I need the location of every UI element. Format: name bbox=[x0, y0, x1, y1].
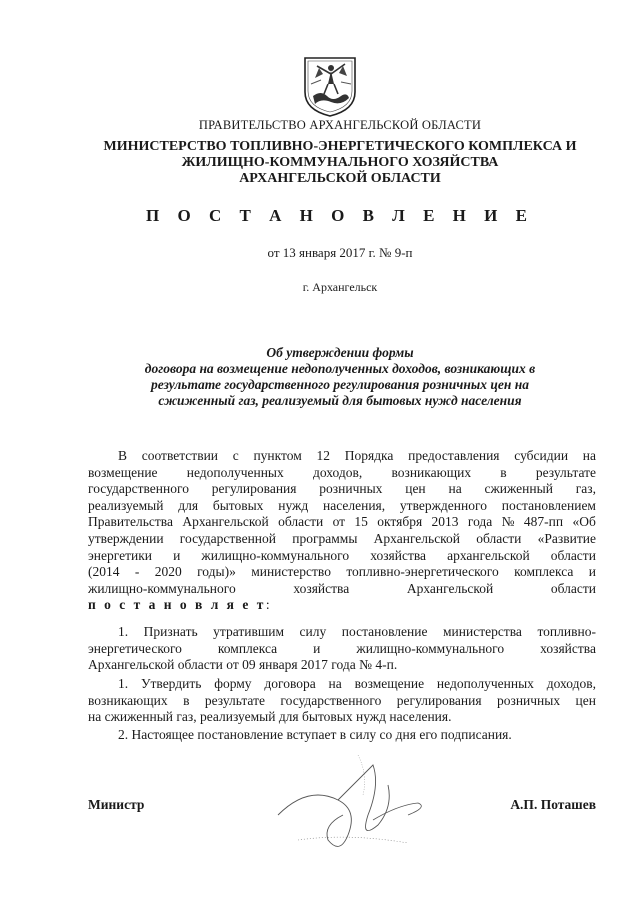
body-line bbox=[88, 548, 596, 565]
ministry-title-line: АРХАНГЕЛЬСКОЙ ОБЛАСТИ bbox=[239, 171, 441, 186]
body-word: жилищно-коммунального bbox=[201, 547, 350, 563]
body-line bbox=[88, 514, 596, 531]
body-word: постановлением bbox=[501, 497, 596, 513]
body-line bbox=[88, 465, 596, 482]
body-line-text: Архангельской области от 09 января 2017 года № 4-п. bbox=[88, 657, 398, 673]
body-word: № bbox=[501, 514, 515, 530]
body-word: постановление bbox=[341, 624, 428, 639]
body-line bbox=[88, 498, 596, 515]
body-word: 12 bbox=[316, 448, 331, 463]
preamble-paragraph bbox=[88, 448, 596, 614]
body-word: Признать bbox=[143, 624, 198, 639]
body-word: возмещение bbox=[88, 464, 158, 480]
body-word: жилищно-коммунального bbox=[356, 640, 505, 656]
body-word: жилищно-коммунального bbox=[88, 580, 236, 596]
body-word: 15 bbox=[354, 514, 368, 530]
body-line bbox=[88, 693, 596, 710]
body-word: октября bbox=[377, 514, 423, 530]
body-word: энергетического bbox=[88, 640, 182, 656]
body-word: Архангельской bbox=[373, 530, 461, 546]
body-word: возникающих bbox=[391, 464, 472, 480]
body-word: и bbox=[313, 640, 321, 656]
signatory-title: Министр bbox=[88, 797, 145, 812]
body-word: области bbox=[550, 580, 596, 596]
body-word: Порядка bbox=[344, 448, 394, 463]
body-word: утверждении bbox=[88, 530, 164, 546]
item-2-paragraph bbox=[88, 727, 596, 744]
body-word: регулирования bbox=[211, 481, 297, 497]
body-word: утратившим bbox=[213, 624, 285, 639]
resolves-word: п о с т а н о в л я е т bbox=[88, 597, 266, 613]
body-word: на bbox=[448, 481, 462, 497]
body-word: газ, bbox=[575, 481, 596, 497]
body-line bbox=[88, 676, 596, 693]
body-word: архангельской bbox=[447, 547, 530, 563]
signatory-name: А.П. Поташев bbox=[510, 797, 596, 812]
body-line bbox=[88, 481, 596, 498]
body-word: министерство bbox=[251, 564, 331, 580]
body-word: регулирования bbox=[396, 692, 482, 708]
body-word: 487-пп bbox=[523, 514, 564, 530]
body-word: на bbox=[582, 448, 596, 463]
ministry-title-line: ЖИЛИЩНО-КОММУНАЛЬНОГО ХОЗЯЙСТВА bbox=[181, 155, 499, 170]
resolves-colon: : bbox=[265, 597, 270, 613]
body-word: нужд bbox=[278, 497, 309, 513]
item-1b-paragraph bbox=[88, 676, 596, 726]
body-word: комплекса bbox=[217, 640, 278, 656]
body-word: розничных bbox=[319, 481, 383, 497]
body-word: государственного bbox=[88, 481, 189, 497]
body-word: форму bbox=[214, 676, 252, 691]
body-word: В bbox=[118, 448, 128, 463]
body-word: хозяйства bbox=[540, 640, 596, 656]
handwritten-signature bbox=[268, 745, 438, 865]
body-line bbox=[88, 531, 596, 548]
body-word: бытовых bbox=[212, 497, 264, 513]
body-word: области bbox=[550, 547, 596, 563]
document-city: г. Архангельск bbox=[302, 280, 378, 294]
item-1-paragraph bbox=[88, 624, 596, 674]
document-subject bbox=[60, 345, 620, 409]
body-word: предоставления bbox=[408, 448, 500, 463]
body-word: розничных bbox=[496, 692, 561, 708]
document-date-number: от 13 января 2017 г. № 9-п bbox=[267, 245, 413, 260]
body-word: возникающих bbox=[88, 692, 168, 708]
body-word: года bbox=[467, 514, 493, 530]
body-line bbox=[88, 641, 596, 658]
body-word: в bbox=[183, 692, 190, 708]
body-word: Утвердить bbox=[140, 676, 202, 691]
document-type-heading: П О С Т А Н О В Л Е Н И Е bbox=[146, 206, 534, 225]
body-word: возмещение bbox=[354, 676, 425, 691]
body-word: договора bbox=[264, 676, 316, 691]
body-word: годы)» bbox=[197, 564, 236, 580]
body-word: и bbox=[588, 564, 596, 580]
body-word: энергетики bbox=[88, 547, 153, 563]
coat-of-arms-emblem bbox=[301, 54, 359, 118]
body-word: недополученных bbox=[186, 464, 284, 480]
body-word: утвержденного bbox=[399, 497, 487, 513]
subject-line: Об утверждении формы bbox=[266, 345, 414, 360]
body-word: - bbox=[134, 564, 140, 580]
body-word: доходов, bbox=[546, 676, 596, 691]
body-line bbox=[88, 581, 596, 598]
body-word: пунктом bbox=[253, 448, 302, 463]
body-word: 1. bbox=[118, 676, 129, 691]
body-line bbox=[88, 597, 596, 614]
body-line-text: 2. Настоящее постановление вступает в силу со дня его подписания. bbox=[118, 727, 512, 742]
body-word: области bbox=[278, 514, 324, 530]
body-word: государственного bbox=[280, 692, 382, 708]
body-word: хозяйства bbox=[370, 547, 427, 563]
subject-line: договора на возмещение недополученных доходов, возникающих в bbox=[144, 361, 536, 376]
body-word: результате bbox=[204, 692, 265, 708]
body-word: с bbox=[232, 448, 239, 463]
body-word: силу bbox=[299, 624, 327, 639]
body-word: цен bbox=[405, 481, 426, 497]
subject-line: результате государственного регулирования розничных цен на bbox=[151, 377, 529, 392]
subject-line: сжиженный газ, реализуемый для бытовых нужд населения bbox=[158, 393, 522, 408]
body-word: «Развитие bbox=[537, 530, 596, 546]
body-word: комплекса bbox=[514, 564, 574, 580]
body-word: топливно- bbox=[537, 624, 596, 639]
body-word: результате bbox=[535, 464, 596, 480]
body-line bbox=[88, 709, 596, 726]
body-word: реализуемый bbox=[88, 497, 164, 513]
body-word: соответствии bbox=[141, 448, 219, 463]
government-title: ПРАВИТЕЛЬСТВО АРХАНГЕЛЬСКОЙ ОБЛАСТИ bbox=[198, 118, 482, 132]
body-word: программы bbox=[292, 530, 358, 546]
body-line bbox=[88, 624, 596, 641]
body-line bbox=[88, 727, 596, 744]
body-line bbox=[88, 657, 596, 674]
body-word: населения, bbox=[323, 497, 386, 513]
body-line-text: на сжиженный газ, реализуемый для бытовых нужд населения. bbox=[88, 709, 452, 725]
body-word: 2020 bbox=[154, 564, 182, 580]
body-word: Архангельской bbox=[406, 580, 494, 596]
body-word: 1. bbox=[118, 624, 129, 639]
body-word: «Об bbox=[572, 514, 596, 530]
body-word: Правительства bbox=[88, 514, 173, 530]
body-word: в bbox=[500, 464, 507, 480]
body-word: цен bbox=[575, 692, 596, 708]
body-word: (2014 bbox=[88, 564, 120, 580]
body-word: для bbox=[178, 497, 199, 513]
body-word: сжиженный bbox=[484, 481, 553, 497]
body-word: области bbox=[476, 530, 522, 546]
body-line bbox=[88, 448, 596, 465]
body-word: хозяйства bbox=[293, 580, 350, 596]
ministry-title bbox=[60, 139, 620, 187]
body-word: 2013 bbox=[431, 514, 459, 530]
body-word: и bbox=[173, 547, 181, 563]
body-word: недополученных bbox=[436, 676, 534, 691]
body-line bbox=[88, 564, 596, 581]
ministry-title-line: МИНИСТЕРСТВО ТОПЛИВНО-ЭНЕРГЕТИЧЕСКОГО КОМПЛЕКСА И bbox=[103, 139, 577, 154]
body-word: на bbox=[328, 676, 342, 691]
body-word: государственной bbox=[179, 530, 277, 546]
body-word: министерства bbox=[442, 624, 522, 639]
body-word: топливно-энергетического bbox=[346, 564, 499, 580]
body-word: доходов, bbox=[312, 464, 363, 480]
body-word: Архангельской bbox=[182, 514, 269, 530]
body-word: от bbox=[332, 514, 346, 530]
body-word: субсидии bbox=[514, 448, 569, 463]
